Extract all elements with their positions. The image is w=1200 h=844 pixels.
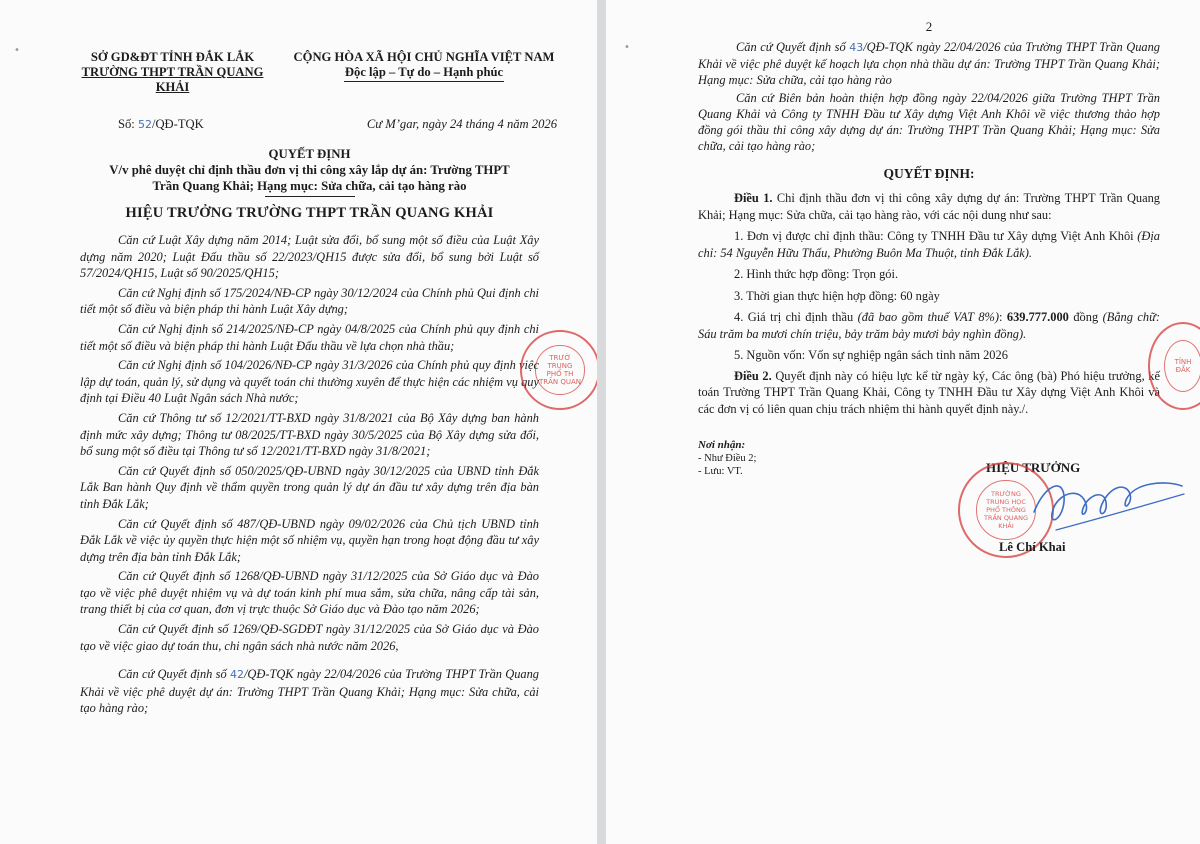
article-1 — [698, 190, 1160, 223]
decision-title-block — [80, 146, 539, 197]
article-1-item-3: 3. Thời gian thực hiện hợp đồng: 60 ngày — [734, 288, 940, 303]
legal-basis: Căn cứ Luật Xây dựng năm 2014; Luật sửa đổi, bổ sung một số điều của Luật Xây dựng năm 2020; Luật Đấu thầu số 22/2023/QH15 được sửa đổi, bổ sung bởi Luật số 57/2024/QH15, Luật số 90/2025/QH15; — [80, 233, 539, 281]
document-number-prefix: Số: — [118, 117, 138, 131]
title-underline — [265, 196, 355, 197]
legal-basis: Căn cứ Quyết định số 050/2025/QĐ-UBND ngày 30/12/2025 của UBND tỉnh Đắk Lắk Ban hành Quy định về thẩm quyền trong quản lý dự án đầu tư xây dựng trên địa bàn tỉnh Đắk Lắk; — [80, 463, 539, 511]
article-1-label: Điều 1. — [734, 191, 773, 205]
motto-underline — [344, 81, 504, 82]
document-number-handwritten: 52 — [137, 118, 152, 131]
decision-title: QUYẾT ĐỊNH — [268, 147, 351, 161]
seal-text: PHỔ TH — [546, 369, 574, 378]
legal-basis: Căn cứ Thông tư số 12/2021/TT-BXD ngày 31/8/2021 của Bộ Xây dựng ban hành định mức xây dựng; Thông tư 08/2025/TT-BXD ngày 30/5/2025 của Bộ Xây dựng sửa đổi, bổ sung một số điều tại Thông tư số 12/2021/TT-BXD ngày 31/8/2021; — [80, 410, 539, 459]
handwritten-number: 42 — [229, 668, 244, 682]
legal-basis-last — [80, 666, 539, 717]
legal-basis: Căn cứ Biên bản hoàn thiện hợp đồng ngày 22/04/2026 giữa Trường THPT Trần Quang Khải và Công ty TNHH Đầu tư Xây dựng Việt Anh Khôi về việc thương thảo hợp đồng gói thầu thi công xây dựng dự án: Trường THPT Trần Quang Khải; Hạng mục: Sửa chữa, cải tạo hàng rào; — [698, 91, 1160, 153]
recipient-item: - Lưu: VT. — [698, 466, 743, 477]
legal-basis: Căn cứ Quyết định số 1268/QĐ-UBND ngày 31/12/2025 của Sở Giáo dục và Đào tạo về việc phê duyệt nhiệm vụ và dự toán kinh phí mua sắm, sửa chữa, nâng cấp tài sản, trang thiết bị của cơ quan, đơn vị trực thuộc Sở Giáo dục và Đào tạo năm 2026; — [80, 569, 539, 617]
article-2 — [698, 368, 1160, 418]
agency-parent: SỞ GD&ĐT TỈNH ĐẮK LẮK — [90, 50, 255, 64]
document-number — [118, 117, 204, 132]
document-number-suffix: /QĐ-TQK — [151, 117, 204, 131]
recipient-item: - Như Điều 2; — [698, 453, 757, 464]
item-colon: : — [998, 310, 1007, 324]
scan-mark: • — [624, 42, 630, 53]
basis-rest: /QĐ-TQK ngày 22/04/2026 của Trường THPT Trần Quang Khải về việc phê duyệt dự án: Trường THPT Trần Quang Khải; Hạng mục: Sửa chữa, cải tạo hàng rào; — [80, 667, 539, 716]
legal-basis: Căn cứ Nghị định số 104/2026/NĐ-CP ngày 31/3/2026 của Chính phủ quy định việc lập dự toán, quản lý, sử dụng và quyết toán chi thường xuyên để thực hiện các nhiệm vụ quy định tại Điều 40 Luật Ngân sách Nhà nước; — [80, 358, 539, 406]
document-page-2 — [606, 0, 1200, 844]
article-1-item-5: 5. Nguồn vốn: Vốn sự nghiệp ngân sách tỉnh năm 2026 — [734, 348, 1008, 362]
handwritten-signature — [1026, 472, 1186, 542]
document-header — [80, 50, 555, 95]
issuing-agency — [80, 50, 265, 95]
article-2-label: Điều 2. — [734, 368, 772, 383]
item-text: 1. Đơn vị được chỉ định thầu: Công ty TNHH Đầu tư Xây dựng Việt Anh Khôi — [734, 229, 1138, 243]
article-2-text: Quyết định này có hiệu lực kể từ ngày ký, Các ông (bà) Phó hiệu trưởng, kế toán Trường THPT Trần Quang Khải, Công ty TNHH Đầu tư Xây dựng Việt Anh Khôi và các đơn vị có liên quan chịu trách nhiệm thi hành quyết định này./. — [698, 368, 1160, 416]
legal-basis: Căn cứ Nghị định số 214/2025/NĐ-CP ngày 04/8/2025 của Chính phủ quy định chi tiết một số điều và biện pháp thi hành Luật Đấu thầu về lựa chọn nhà thầu; — [80, 321, 539, 353]
scan-mark: • — [14, 45, 20, 56]
recipients-title: Nơi nhận: — [698, 439, 746, 451]
handwritten-number: 43 — [849, 41, 864, 54]
seal-text: TRƯỜ — [549, 353, 571, 362]
authority-heading: HIỆU TRƯỞNG TRƯỜNG THPT TRẦN QUANG KHẢI — [125, 205, 494, 221]
legal-basis: Căn cứ Nghị định số 175/2024/NĐ-CP ngày 30/12/2024 của Chính phủ Qui định chi tiết một số điều và biện pháp thi hành Luật Xây dựng; — [80, 285, 539, 317]
seal-text: TRUNG HỌC — [986, 498, 1026, 506]
item-address: (Địa chỉ: 54 Nguyễn Hữu Thấu, Phường Buôn Ma Thuột, tỉnh Đắk Lắk). — [698, 229, 1160, 260]
basis-prefix: Căn cứ Quyết định số — [118, 667, 230, 682]
legal-basis: Căn cứ Quyết định số 1269/QĐ-SGDĐT ngày 31/12/2025 của Sở Giáo dục và Đào tạo về việc giao dự toán thu, chi ngân sách nhà nước năm 2026, — [80, 622, 539, 653]
seal-text: PHỔ THÔNG — [986, 506, 1026, 514]
basis-prefix: Căn cứ Quyết định số — [736, 40, 850, 54]
decision-subject-line-2: Trần Quang Khải; Hạng mục: Sửa chữa, cải tạo hàng rào — [152, 179, 467, 193]
signer-name: Lê Chí Khai — [999, 540, 1066, 554]
article-1-item-2: 2. Hình thức hợp đồng: Trọn gói. — [734, 267, 899, 281]
document-meta — [80, 117, 557, 132]
seal-text: ĐẮK — [1175, 365, 1191, 374]
country-name: CỘNG HÒA XÃ HỘI CHỦ NGHĨA VIỆT NAM — [293, 50, 555, 64]
signer-title: HIỆU TRƯỞNG — [986, 460, 1081, 475]
basis-rest: /QĐ-TQK ngày 22/04/2026 của Trường THPT Trần Quang Khải về việc phê duyệt kế hoạch lựa chọn nhà thầu dự án: Trường THPT Trần Quang Khải; Hạng mục: Sửa chữa, cải tạo hàng rào — [698, 40, 1160, 87]
school-seal-edge — [520, 330, 597, 410]
seal-inner — [1164, 340, 1200, 392]
seal-text: TRẦN QUANG KHẢI — [983, 514, 1029, 530]
seal-inner — [535, 345, 584, 394]
seal-text: TRƯỜNG — [991, 490, 1021, 498]
seal-text: TRẦN QUAN — [538, 377, 582, 386]
decision-subject-line-1: V/v phê duyệt chỉ định thầu đơn vị thi công xây lắp dự án: Trường THPT — [109, 163, 510, 177]
contract-amount: 639.777.000 — [1006, 310, 1069, 324]
article-1-item-4 — [698, 309, 1160, 342]
item-text: 4. Giá trị chỉ định thầu — [734, 310, 858, 324]
page-number: 2 — [925, 19, 933, 34]
motto: Độc lập – Tự do – Hạnh phúc — [344, 65, 504, 79]
document-date: Cư M’gar, ngày 24 tháng 4 năm 2026 — [366, 117, 557, 131]
seal-text: TRUNG — [547, 361, 573, 370]
amount-in-words: (Bằng chữ: Sáu trăm ba mươi chín triệu, bảy trăm bảy mươi bảy nghìn đồng). — [698, 310, 1160, 341]
amount-unit: đồng — [1068, 310, 1103, 324]
national-title — [289, 50, 559, 95]
legal-basis: Căn cứ Quyết định số 487/QĐ-UBND ngày 09/02/2026 của Chủ tịch UBND tỉnh Đắk Lắk về việc ủy quyền thực hiện một số nhiệm vụ, quyền hạn trong hoạt động đầu tư xây dựng trên địa bàn tỉnh Đắk Lắk; — [80, 516, 539, 564]
signature-underline-stroke — [1056, 494, 1184, 530]
document-page-1 — [0, 0, 597, 844]
decision-heading: QUYẾT ĐỊNH: — [883, 166, 975, 181]
agency-name: TRƯỜNG THPT TRẦN QUANG KHẢI — [81, 65, 264, 94]
seal-text: TỈNH — [1174, 357, 1192, 366]
item-vat-note: (đã bao gồm thuế VAT 8%) — [857, 310, 999, 324]
article-1-item-1 — [698, 228, 1160, 261]
legal-basis — [698, 39, 1160, 88]
article-1-text: Chỉ định thầu đơn vị thi công xây dựng dự án: Trường THPT Trần Quang Khải; Hạng mục: Sửa chữa, cải tạo hàng rào, với các nội dung như sau: — [698, 191, 1160, 222]
